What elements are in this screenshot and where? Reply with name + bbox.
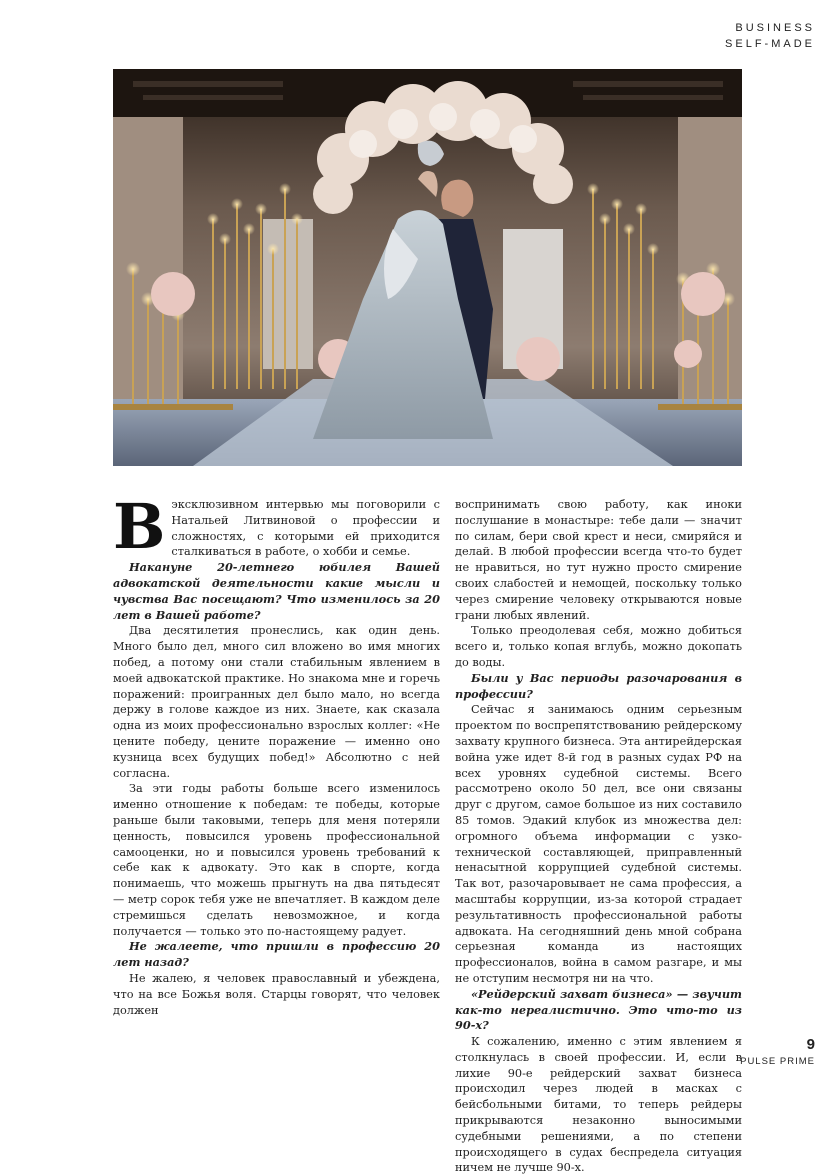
page-number: 9 xyxy=(806,1036,815,1053)
intro-paragraph xyxy=(113,490,440,563)
answer-paragraph: Сейчас я занимаюсь одним серьезным проектом по воспрепятствованию рейдерскому захвату крупного бизнеса. Эта антирейдерская война уже идет 8-й год в разных судах РФ на всех уровнях судебной системы. Всего рассмотрено около 50 дел, все они связаны друг с другом, самое большое из них составило 85 томов. Эдакий клубок из множества дел: огромного объема информации с узко-технической составляющей, приправленный ненасытной коррупцией судебной системы. Так вот, разочаровывает не сама профессия, а масштабы коррупции, из-за которой страдает результативность профессиональной работы адвоката. На сегодняшний день мной собрана серьезная команда из настоящих профессионалов, война в самом разгаре, и мы не отступим несмотря ни на что. xyxy=(455,703,742,985)
answer-paragraph: Два десятилетия пронеслись, как один день. Много было дел, много сил вложено во имя многих побед, а потому они стали стабильным явлением в моей адвокатской практике. Но знакома мне и горечь поражений: проигранных дел было мало, но всегда держу в голове каждое из них. Знаете, как сказала одна из моих профессионально взрослых коллег: «Не цените победу, цените поражение — именно оно кузница всех будущих побед!» Абсолютно с ней согласна. xyxy=(113,624,440,780)
answer-paragraph: Только преодолевая себя, можно добиться всего и, только копая вглубь, можно докопать до воды. xyxy=(455,624,742,669)
magazine-name: PULSE PRIME xyxy=(740,1056,815,1067)
drop-cap: В xyxy=(113,490,166,563)
question: Были у Вас периоды разочарования в профессии? xyxy=(455,670,742,701)
intro-text: эксклюзивном интервью мы поговорили с Натальей Литвиновой о профессии и сложностях, с которыми ей приходится сталкиваться в работе, о хобби и семье. xyxy=(171,498,440,559)
wedding-photo xyxy=(113,69,742,466)
question: «Рейдерский захват бизнеса» — звучит как-то нереалистично. Это что-то из 90-х? xyxy=(455,986,742,1033)
question: Не жалеете, что пришли в профессию 20 лет назад? xyxy=(113,939,440,970)
answer-paragraph: Не жалею, я человек православный и убеждена, что на все Божья воля. Старцы говорят, что человек должен xyxy=(113,971,440,1017)
answer-paragraph: К сожалению, именно с этим явлением я столкнулась в своей профессии. И, если в лихие 90-е рейдерский захват бизнеса происходил через людей в масках с бейсбольными битами, то теперь рейдеры прикрываются незаконно выносимыми судебными решениями, а по степени происходящего в судах беспредела ситуация ничем не лучше 90-х. xyxy=(455,1035,742,1175)
section-label xyxy=(725,20,815,52)
continued-paragraph: воспринимать свою работу, как иноки послушание в монастыре: тебе дали — значит по силам, бери свой крест и неси, смиряйся и делай. В любой профессии всегда что-то будет не нравиться, но тут нужно просто смирение своих слабостей и немощей, поскольку только через смирение человеку открываются новые грани любых явлений. xyxy=(455,498,742,622)
question: Накануне 20-летнего юбилея Вашей адвокатской деятельности какие мысли и чувства Вас посещают? Что изменилось за 20 лет в Вашей работе? xyxy=(113,560,440,622)
section-label-line1: BUSINESS xyxy=(735,22,815,34)
answer-paragraph: За эти годы работы больше всего изменилось именно отношение к победам: те победы, которые раньше были таковыми, теперь для меня потеряли ценность, повысился уровень профессиональной самооценки, но и повысился уровень требований к себе как к адвокату. Это как в спорте, когда понимаешь, что можешь прыгнуть на два пятьдесят — метр сорок тебя уже не впечатляет. В каждом деле стремишься сделать невозможное, и когда получается — только это по-настоящему радует. xyxy=(113,782,440,938)
article-column-left xyxy=(113,490,440,1018)
section-label-line2: SELF-MADE xyxy=(725,38,815,50)
article-column-right xyxy=(455,497,742,1176)
